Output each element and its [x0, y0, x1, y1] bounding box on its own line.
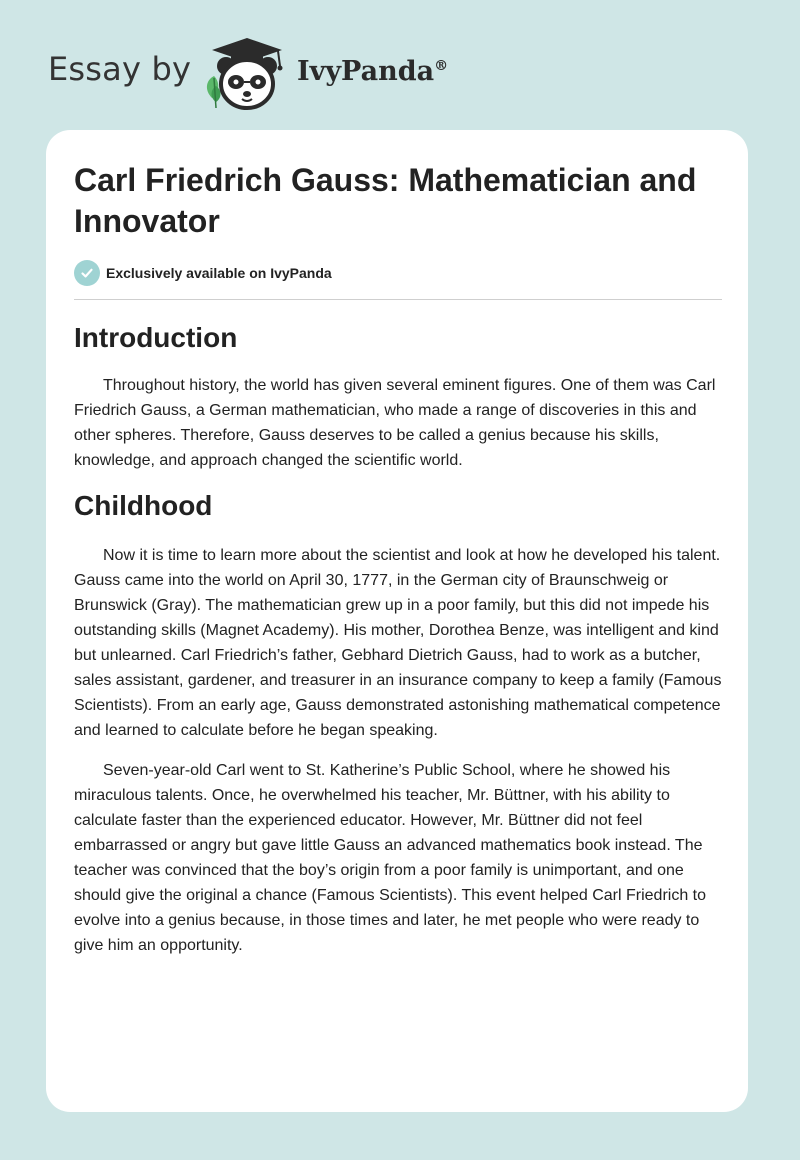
brand-prefix: Essay by — [48, 50, 192, 88]
paragraph: Throughout history, the world has given several eminent figures. One of them was Carl Friedrich Gauss, a German mathematician, who made a range of discoveries in this and other spheres. Therefore, Gauss deserves to be called a genius because his skills, knowledge, and approach changed the scientific world. — [74, 377, 716, 469]
divider — [74, 299, 722, 300]
exclusive-badge-text: Exclusively available on IvyPanda — [106, 265, 332, 281]
essay-content — [74, 160, 722, 958]
panda-graduate-icon[interactable] — [198, 32, 294, 112]
brand-name[interactable] — [297, 56, 448, 87]
section-introduction — [74, 322, 722, 473]
essay-card — [46, 130, 748, 1112]
page-title: Carl Friedrich Gauss: Mathematician and Innovator — [74, 162, 697, 239]
paragraph: Seven-year-old Carl went to St. Katherine’s Public School, where he showed his miraculous talents. Once, he overwhelmed his teacher, Mr. Büttner, with his ability to calculate faster than the experienced educator. However, Mr. Büttner did not feel embarrassed or angry but gave little Gauss an advanced mathematics book instead. The teacher was convinced that the boy’s origin from a poor family is unimportant, and one should give the original a chance (Famous Scientists). This event helped Carl Friedrich to evolve into a genius because, in those times and later, he met people who were ready to give him an opportunity. — [74, 762, 707, 954]
paragraph: Now it is time to learn more about the scientist and look at how he developed his talent. Gauss came into the world on April 30, 1777, in the German city of Braunschweig or Brunswick (Gray). The mathematician grew up in a poor family, but this did not impede his outstanding skills (Magnet Academy). His mother, Dorothea Benze, was intelligent and kind but unlearned. Carl Friedrich’s father, Gebhard Dietrich Gauss, had to work as a butcher, sales assistant, gardener, and treasurer in an insurance company to keep a family (Famous Scientists). From an early age, Gauss demonstrated astonishing mathematical competence and learned to calculate before he began speaking. — [74, 547, 722, 739]
section-heading: Childhood — [74, 490, 213, 521]
exclusive-badge — [74, 258, 722, 288]
registered-mark: ® — [434, 58, 449, 74]
brand-name-text: IvyPanda — [297, 56, 435, 87]
section-childhood — [74, 490, 722, 958]
site-header — [0, 0, 800, 125]
check-circle-icon — [74, 260, 100, 286]
section-heading: Introduction — [74, 322, 238, 353]
